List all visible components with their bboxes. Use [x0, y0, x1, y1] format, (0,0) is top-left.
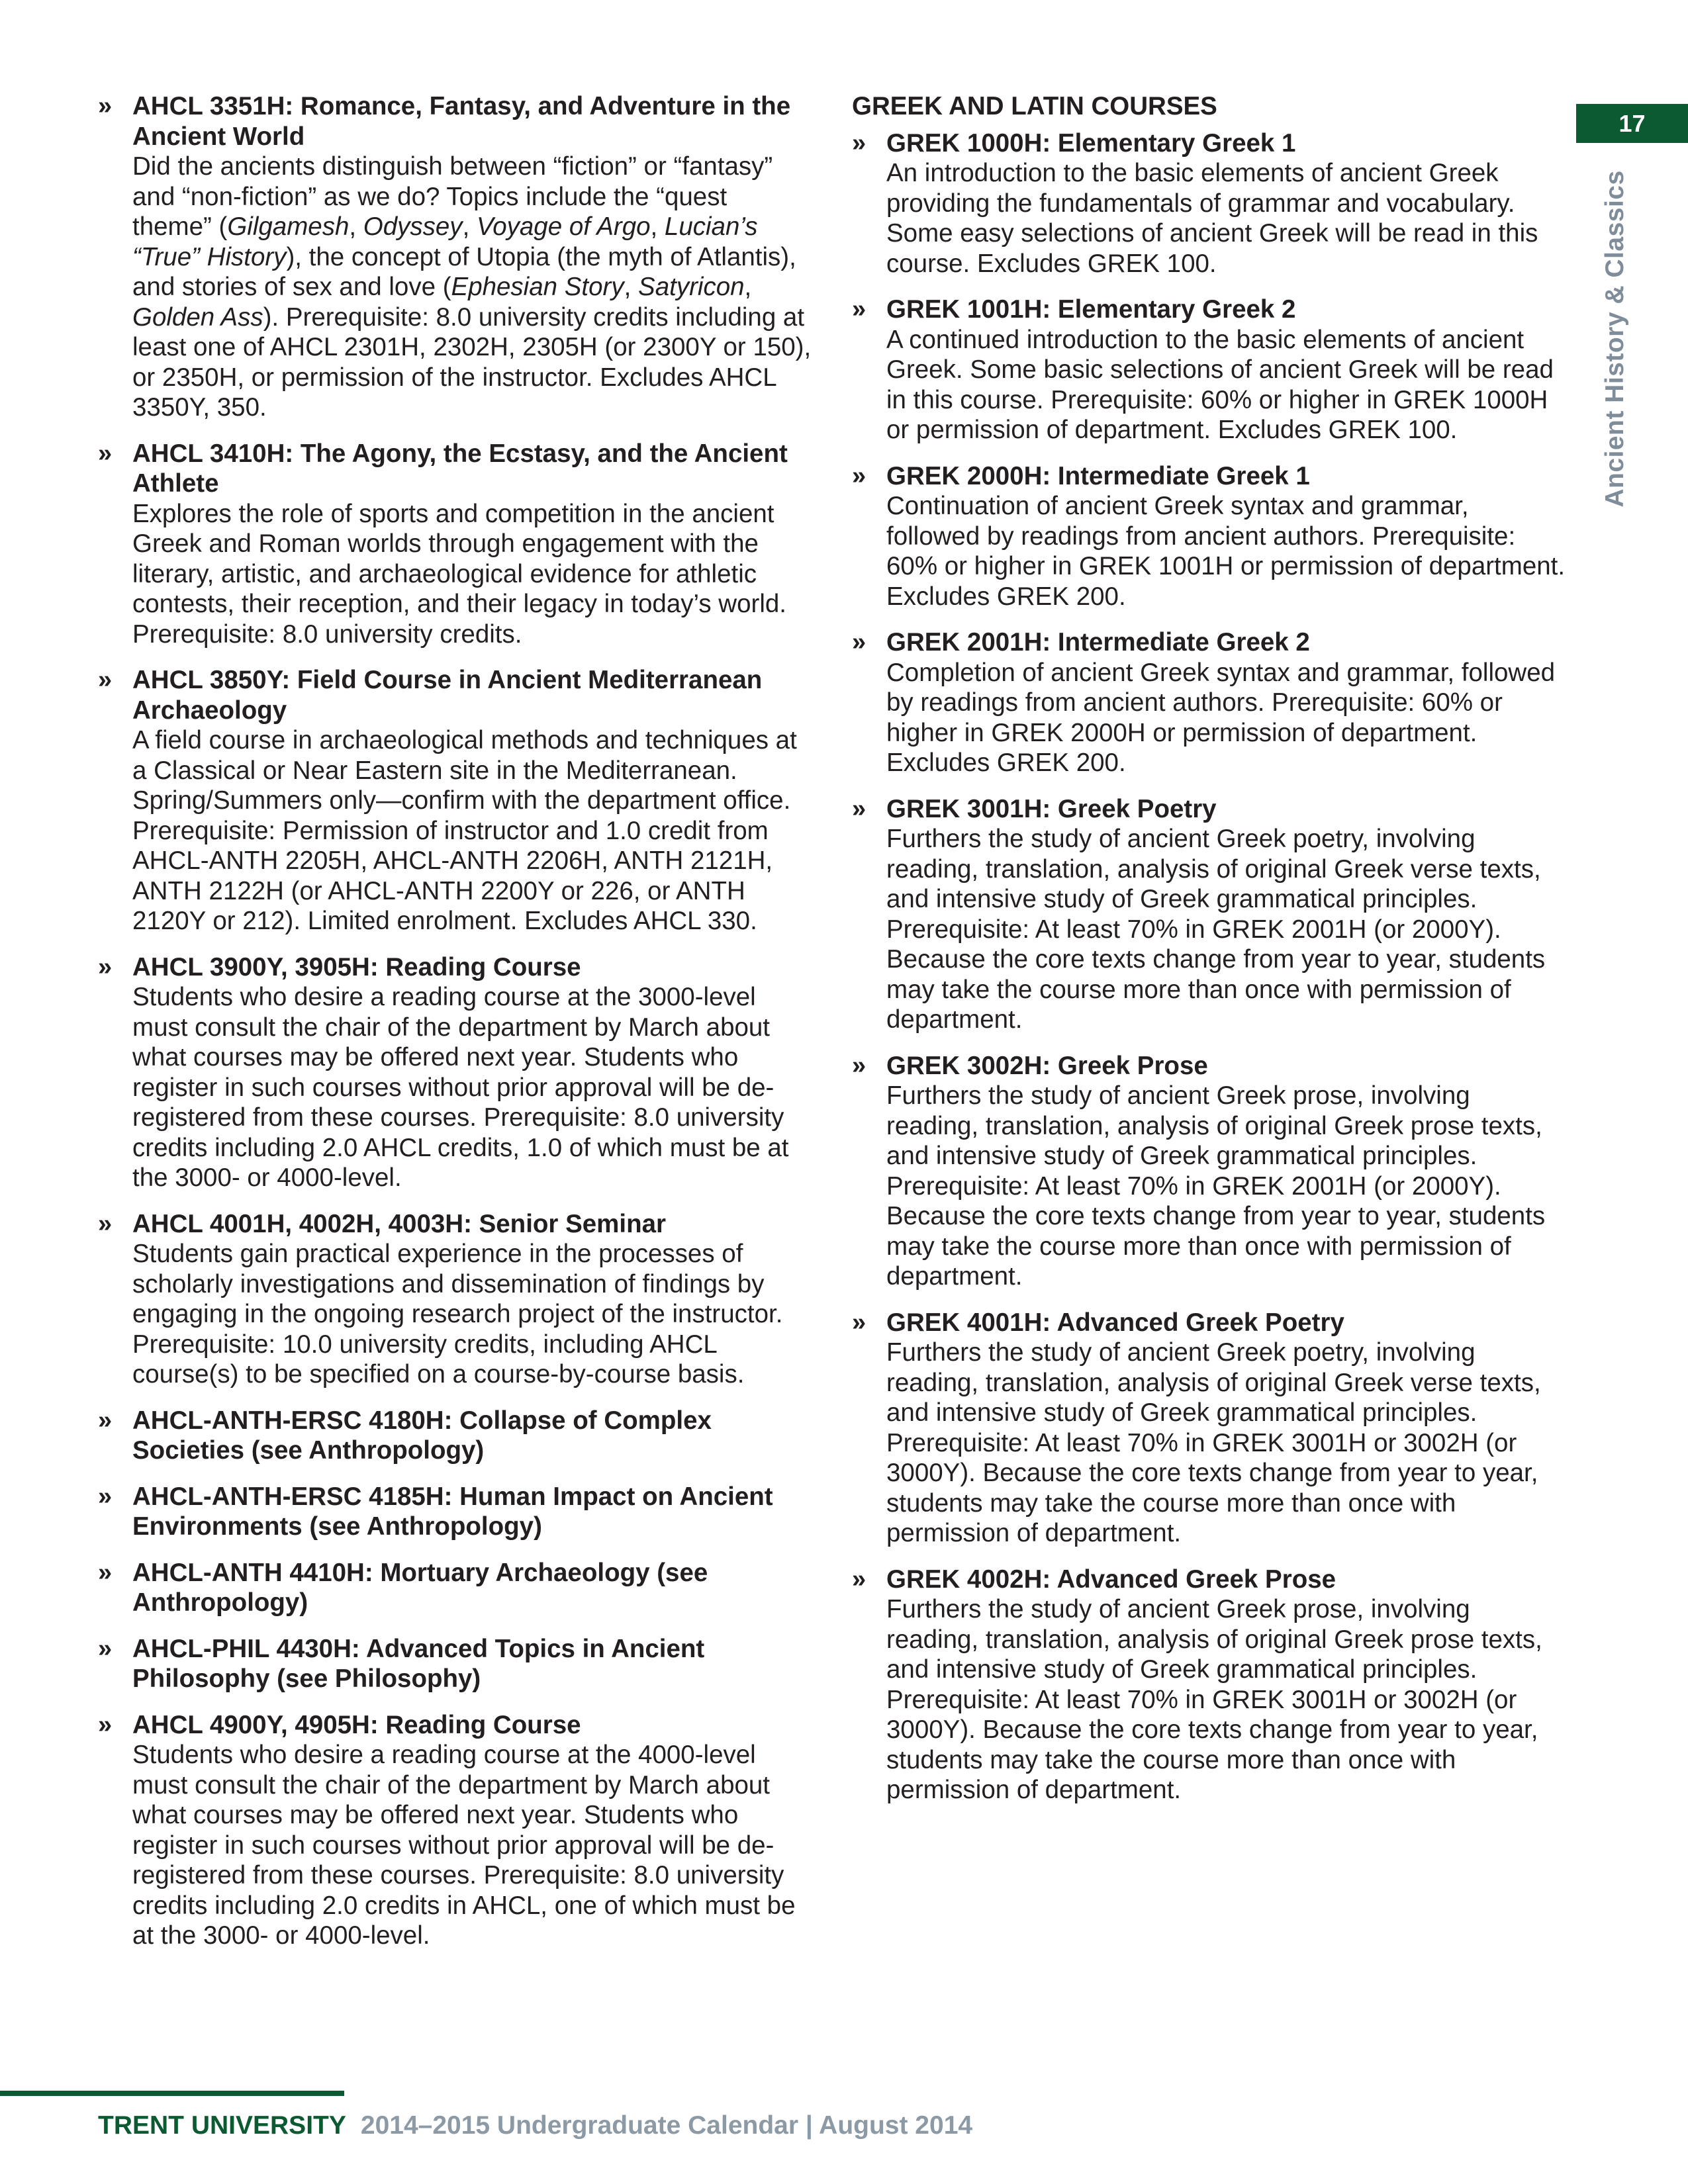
bullet-marker-icon: »	[98, 1710, 113, 1739]
course-entry	[98, 1209, 813, 1390]
bullet-marker-icon: »	[852, 295, 867, 323]
course-title: AHCL 3410H: The Agony, the Ecstasy, and the Ancient Athlete	[132, 439, 788, 498]
course-title: GREK 2000H: Intermediate Greek 1	[886, 461, 1310, 490]
course-description: Students who desire a reading course at the 3000-level must consult the chair of the department by March about what courses may be offered next year. Students who register in such courses without prior approval will be de-registered from these courses. Prerequisite: 8.0 university credits including 2.0 AHCL credits, 1.0 of which must be at the 3000- or 4000-level.	[132, 983, 789, 1192]
course-title: GREK 3002H: Greek Prose	[886, 1051, 1208, 1080]
course-entry	[852, 1051, 1567, 1292]
course-title: AHCL-ANTH-ERSC 4185H: Human Impact on Ancient Environments (see Anthropology)	[132, 1482, 773, 1541]
bullet-marker-icon: »	[98, 1634, 113, 1662]
bullet-marker-icon: »	[98, 1406, 113, 1434]
course-description: An introduction to the basic elements of ancient Greek providing the fundamentals of grammar and vocabulary. Some easy selections of ancient Greek will be read in this course. Excludes GREK 100.	[886, 159, 1538, 278]
course-title: GREK 4002H: Advanced Greek Prose	[886, 1565, 1336, 1594]
bullet-marker-icon: »	[98, 666, 113, 694]
course-description: Explores the role of sports and competition in the ancient Greek and Roman worlds through engagement with the literary, artistic, and archaeological evidence for athletic contests, their reception, and their legacy in today’s world. Prerequisite: 8.0 university credits.	[132, 499, 786, 649]
course-title: AHCL 3850Y: Field Course in Ancient Mediterranean Archaeology	[132, 666, 763, 725]
course-entry	[98, 665, 813, 936]
footer-calendar: 2014–2015 Undergraduate Calendar | August 2014	[360, 2111, 973, 2140]
page-number-tab: 17	[1576, 104, 1688, 143]
course-entry	[852, 1308, 1567, 1549]
page-footer	[98, 2109, 972, 2142]
bullet-marker-icon: »	[852, 1565, 867, 1593]
course-title: AHCL-ANTH-ERSC 4180H: Collapse of Complex Societies (see Anthropology)	[132, 1406, 712, 1465]
course-entry	[98, 1482, 813, 1542]
bullet-marker-icon: »	[852, 794, 867, 823]
course-title: AHCL 3351H: Romance, Fantasy, and Adventure in the Ancient World	[132, 92, 791, 151]
course-entry	[852, 794, 1567, 1035]
bullet-marker-icon: »	[98, 439, 113, 467]
course-description: Completion of ancient Greek syntax and grammar, followed by readings from ancient authors. Prerequisite: 60% or higher in GREK 2000H or permission of department. Excludes GREK 200.	[886, 658, 1556, 777]
course-title: GREK 3001H: Greek Poetry	[886, 794, 1217, 823]
bullet-marker-icon: »	[98, 952, 113, 981]
course-title: AHCL-ANTH 4410H: Mortuary Archaeology (see Anthropology)	[132, 1558, 708, 1617]
course-entry	[852, 128, 1567, 279]
bullet-marker-icon: »	[98, 1482, 113, 1510]
course-description: Furthers the study of ancient Greek poetry, involving reading, translation, analysis of original Greek verse texts, and intensive study of Greek grammatical principles. Prerequisite: At least 70% in GREK 2001H (or 2000Y). Because the core texts change from year to year, students may take the course more than once with permission of department.	[886, 825, 1546, 1034]
course-description: Did the ancients distinguish between “fiction” or “fantasy” and “non-fiction” as we do? Topics include the “quest theme” (Gilgamesh, Odyssey, Voyage of Argo, Lucian’s “True” History), the concept of Utopia (the myth of Atlantis), and stories of sex and love (Ephesian Story, Satyricon, Golden Ass). Prerequisite: 8.0 university credits including at least one of AHCL 2301H, 2302H, 2305H (or 2300Y or 150), or 2350H, or permission of the instructor. Excludes AHCL 3350Y, 350.	[132, 152, 812, 422]
course-description: Continuation of ancient Greek syntax and grammar, followed by readings from ancient authors. Prerequisite: 60% or higher in GREK 1001H or permission of department. Excludes GREK 200.	[886, 492, 1566, 611]
course-entry	[98, 952, 813, 1193]
bullet-marker-icon: »	[852, 628, 867, 656]
course-title: AHCL 4900Y, 4905H: Reading Course	[132, 1710, 581, 1739]
course-entry	[852, 295, 1567, 445]
course-entry	[98, 439, 813, 650]
course-description: A field course in archaeological methods and techniques at a Classical or Near Eastern site in the Mediterranean. Spring/Summers only—confirm with the department office. Prerequisite: Permission of instructor and 1.0 credit from AHCL-ANTH 2205H, AHCL-ANTH 2206H, ANTH 2121H, ANTH 2122H (or AHCL-ANTH 2200Y or 226, or ANTH 2120Y or 212). Limited enrolment. Excludes AHCL 330.	[132, 726, 797, 935]
bullet-marker-icon: »	[852, 461, 867, 490]
course-entry	[98, 1406, 813, 1466]
course-description: Students gain practical experience in the processes of scholarly investigations and dissemination of findings by engaging in the ongoing research project of the instructor. Prerequisite: 10.0 university credits, including AHCL course(s) to be specified on a course-by-course basis.	[132, 1240, 783, 1388]
bullet-marker-icon: »	[98, 92, 113, 120]
course-description: Students who desire a reading course at the 4000-level must consult the chair of the department by March about what courses may be offered next year. Students who register in such courses without prior approval will be de-registered from these courses. Prerequisite: 8.0 university credits including 2.0 credits in AHCL, one of which must be at the 3000- or 4000-level.	[132, 1741, 796, 1950]
course-title: GREK 1001H: Elementary Greek 2	[886, 295, 1296, 324]
bullet-marker-icon: »	[852, 128, 867, 157]
footer-university: TRENT UNIVERSITY	[98, 2111, 346, 2140]
course-entry	[852, 1565, 1567, 1805]
course-description: Furthers the study of ancient Greek prose, involving reading, translation, analysis of original Greek prose texts, and intensive study of Greek grammatical principles. Prerequisite: At least 70% in GREK 2001H (or 2000Y). Because the core texts change from year to year, students may take the course more than once with permission of department.	[886, 1081, 1546, 1291]
course-entry	[98, 1634, 813, 1694]
footer-rule	[0, 2091, 344, 2096]
course-entry	[852, 627, 1567, 778]
course-title: GREK 4001H: Advanced Greek Poetry	[886, 1308, 1344, 1337]
bullet-marker-icon: »	[98, 1209, 113, 1238]
left-column	[98, 91, 813, 1967]
course-entry	[98, 1710, 813, 1951]
course-entry	[98, 1558, 813, 1618]
course-title: AHCL-PHIL 4430H: Advanced Topics in Ancient Philosophy (see Philosophy)	[132, 1634, 705, 1693]
right-column	[852, 91, 1567, 1821]
course-description: Furthers the study of ancient Greek prose, involving reading, translation, analysis of original Greek prose texts, and intensive study of Greek grammatical principles. Prerequisite: At least 70% in GREK 3001H or 3002H (or 3000Y). Because the core texts change from year to year, students may take the course more than once with permission of department.	[886, 1595, 1542, 1804]
course-description: A continued introduction to the basic elements of ancient Greek. Some basic selections of ancient Greek will be read in this course. Prerequisite: 60% or higher in GREK 1000H or permission of department. Excludes GREK 100.	[886, 325, 1554, 444]
section-heading: GREEK AND LATIN COURSES	[852, 92, 1217, 120]
course-title: AHCL 4001H, 4002H, 4003H: Senior Seminar	[132, 1209, 667, 1238]
course-title: GREK 2001H: Intermediate Greek 2	[886, 628, 1310, 657]
section-side-label-text: Ancient History & Classics	[1601, 170, 1629, 508]
course-title: GREK 1000H: Elementary Greek 1	[886, 128, 1296, 158]
section-side-label	[1589, 170, 1642, 508]
bullet-marker-icon: »	[98, 1558, 113, 1586]
bullet-marker-icon: »	[852, 1051, 867, 1079]
bullet-marker-icon: »	[852, 1308, 867, 1336]
course-description: Furthers the study of ancient Greek poetry, involving reading, translation, analysis of original Greek verse texts, and intensive study of Greek grammatical principles. Prerequisite: At least 70% in GREK 3001H or 3002H (or 3000Y). Because the core texts change from year to year, students may take the course more than once with permission of department.	[886, 1338, 1541, 1547]
course-entry	[852, 461, 1567, 612]
course-entry	[98, 91, 813, 423]
course-title: AHCL 3900Y, 3905H: Reading Course	[132, 952, 581, 981]
